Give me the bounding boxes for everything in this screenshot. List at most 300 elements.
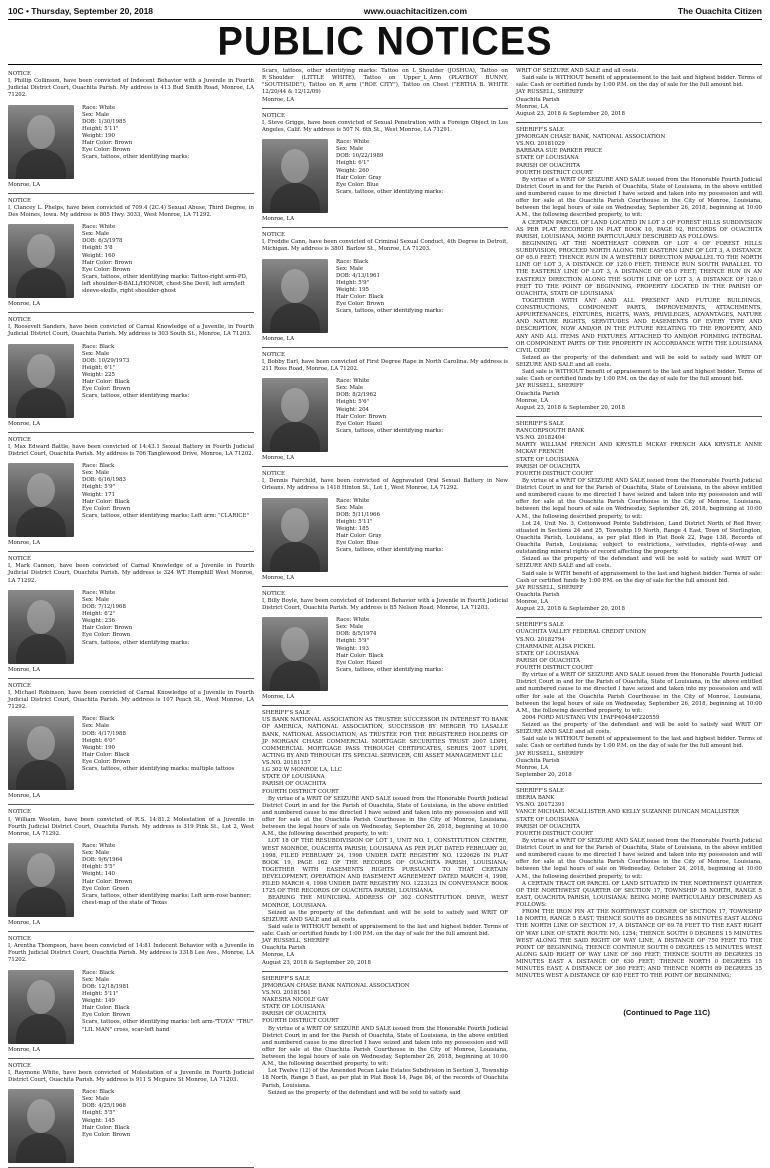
sale-line: Lot Twelve (12) of the Amended Pecan Lake Estates Subdivision in Section 3, Township 18 North, Range 5 East, as per plat in Plat Book 14, Page 84, of the records of Ouachita Parish, Louisiana. <box>262 1068 508 1089</box>
offender-detail-line: Sex: Male <box>336 146 364 153</box>
sale-heading: SHERIFF'S SALE <box>516 126 564 133</box>
sale-line: PARISH OF OUACHITA <box>516 823 581 830</box>
sale-line: Monroe, LA <box>516 599 549 605</box>
offender-photo <box>262 259 328 333</box>
offender-detail-line: Sex: Male <box>82 850 110 856</box>
sale-heading: SHERIFF'S SALE <box>262 975 310 982</box>
sale-divider <box>516 122 762 123</box>
offender-detail-line: Weight: 185 <box>336 526 369 532</box>
offender-detail-line: Height: 5'5" <box>82 864 116 871</box>
notice-divider <box>262 705 508 706</box>
offender-detail-line: DOB: 1/30/1985 <box>82 118 126 125</box>
offender-detail-line: DOB: 12/18/1981 <box>82 983 130 990</box>
column-1 <box>8 68 254 1138</box>
sale-line: JAY RUSSELL, SHERIFF <box>262 938 330 945</box>
notice-text: I, William Wooten, have been convicted of R.S. 14:81.2 Molestation of a Juvenile in Fourth Judicial District Court, Ouachita Parish. My address is 319 Pink St., Lot 2, West Monroe, LA 71292. <box>8 816 254 837</box>
sale-divider <box>262 971 508 972</box>
sex-offender-notice <box>8 683 254 806</box>
offender-detail-line: Height: 6'1" <box>336 160 370 167</box>
offender-detail-line: Scars, tattoos, other identifying marks: Left arm-rose banner; chest-map of the state of Texas <box>82 892 252 906</box>
sale-line: JPMORGAN CHASE BANK, NATIONAL ASSOCIATION <box>516 134 666 140</box>
sale-line: STATE OF LOUISIANA <box>516 155 579 162</box>
notice-divider <box>8 551 254 552</box>
sale-line: JAY RUSSELL, SHERIFF <box>516 584 584 591</box>
offender-detail-line: Sex: Male <box>82 1096 110 1103</box>
column-2 <box>262 68 508 1096</box>
notice-heading: NOTICE <box>8 936 31 942</box>
sex-offender-notice <box>8 317 254 433</box>
sale-line: September 20, 2018 <box>516 771 572 778</box>
offender-record <box>8 344 254 418</box>
notice-city: Monroe, LA <box>8 666 41 673</box>
offender-detail-line: Sex: Male <box>82 470 110 477</box>
notice-heading: NOTICE <box>262 112 285 119</box>
offender-detail-line: Scars, tattoos, other identifying marks: <box>82 639 190 646</box>
sale-line: FOURTH DISTRICT COURT <box>262 1018 339 1025</box>
sale-line: By virtue of a WRIT OF SEIZURE AND SALE issued from the Honorable Fourth Judicial District Court in and for the Parish of Ouachita, State of Louisiana, in the above entitled and numbered cause to me directed I have seized and taken into my possession and will offer for sale at the Ouachita Parish Courthouse in the City of Monroe, Louisiana, between the legal hours of sale on Wednesday, September 26, 2018, beginning at 10:00 A.M., the following described property, to wit: <box>262 1025 508 1068</box>
notice-text: I, Dennis Fairchild, have been convicted of Aggravated Oral Sexual Battery in New Orleans. My address is 1418 Hinton St., Lot 1, West Monroe, LA 71292. <box>262 478 508 492</box>
offender-record <box>262 139 508 213</box>
notice-heading: NOTICE <box>8 436 31 443</box>
offender-record <box>262 498 508 572</box>
offender-photo <box>8 105 74 179</box>
sex-offender-notice <box>8 1063 254 1168</box>
sale-line: Said sale is WITH benefit of appraisement to the last and highest bidder. Terms of sale: Cash or certified funds by 1:00 P.M. on the day of sale for the full amount bid. <box>516 570 762 584</box>
offender-detail-line: Scars, tattoos, other identifying marks: multiple tattoos <box>82 766 235 773</box>
offender-detail-line: DOB: 10/22/1989 <box>336 153 384 160</box>
notice-heading: NOTICE <box>8 71 31 77</box>
sale-line: Said sale is WITHOUT benefit of appraisement to the last and highest bidder. Terms of sale: Cash or certified funds by 1:00 P.M. on the day of sale for the full amount bid. <box>516 75 762 89</box>
offender-record <box>8 463 254 537</box>
offender-detail-line: Race: White <box>336 378 370 384</box>
sale-line: By virtue of a WRIT OF SEIZURE AND SALE issued from the Honorable Fourth Judicial District Court in and for the Parish of Ouachita, State of Louisiana, in the above entitled and numbered cause to me directed I have seized and taken into my possession and will offer for sale at the Ouachita Parish Courthouse in the City of Monroe, Louisiana, between the legal hours of sale on Wednesday, September 26, 2018, beginning at 10:00 A.M., the following described property, to wit: <box>516 672 762 714</box>
offender-detail-line: Hair Color: Black <box>336 294 384 301</box>
offender-detail-line: Sex: Male <box>82 350 110 357</box>
offender-detail-line: DOB: 4/17/1988 <box>82 730 126 737</box>
offender-photo <box>8 463 74 537</box>
notice-heading: NOTICE <box>8 556 31 563</box>
offender-detail-line: Scars, tattoos, other identifying marks: <box>336 666 444 673</box>
notice-divider <box>8 312 254 313</box>
sale-line: A CERTAIN TRACT OR PARCEL OF LAND SITUATED IN THE NORTHWEST QUARTER OF THE NORTHWEST QUARTER OF SECTION 17, TOWNSHIP 18 NORTH, RANGE 5 EAST, OUACHITA PARISH, LOUISIANA; BEING MORE PARTICULARLY DESCRIBED AS FOLLOWS: <box>516 880 762 908</box>
sale-line: Said sale is WITHOUT benefit of appraisement to the last and highest bidder. Terms of sale: Cash or certified funds by 1:00 P.M. on the day of sale for the full amount bid. <box>516 369 762 383</box>
sale-line: MARTY WILLIAM FRENCH AND KRYSTLE MCKAY FRENCH AKA KRYSTLE ANNE MCKAY FRENCH <box>516 442 762 456</box>
offender-detail-line: Scars, tattoos, other identifying marks: left arm-"TOYA" "TRU" "LIL MAN" cross, scar-left hand <box>82 1019 254 1033</box>
offender-detail-line: Race: White <box>82 104 116 111</box>
sale-line: OUACHITA VALLEY FEDERAL CREDIT UNION <box>516 629 646 636</box>
offender-details <box>336 498 508 572</box>
notice-heading: NOTICE <box>262 232 285 239</box>
offender-detail-line: Race: White <box>336 497 370 504</box>
sale-line: VS.NO. 20182404 <box>516 435 565 442</box>
offender-detail-line: Height: 5'9" <box>336 279 370 286</box>
sex-offender-notice <box>8 936 254 1059</box>
sale-heading: SHERIFF'S SALE <box>516 622 564 629</box>
notice-city: Monroe, LA <box>8 420 41 427</box>
offender-detail-line: Hair Color: Black <box>82 379 130 386</box>
sale-line: By virtue of a WRIT OF SEIZURE AND SALE issued from the Honorable Fourth Judicial District Court in and for the Parish of Ouachita, State of Louisiana, in the above entitled and numbered cause to me directed I have seized and taken into my possession and will offer for sale at the Ouachita Parish Courthouse in the City of Monroe, Louisiana, between the legal hours of sale on Wednesday, September 26, 2018, beginning at 10:00 A.M., the following described property, to wit: <box>262 795 508 838</box>
page-title: PUBLIC NOTICES <box>217 19 553 64</box>
notice-divider <box>262 108 508 109</box>
notice-city: Monroe, LA <box>262 455 295 461</box>
sale-line: Seized as the property of the defendant and will be sold to satisfy said <box>268 1089 461 1096</box>
notice-text: I, Billy Boyle, have been convicted of Indecent Behavior with a Juvenile in Fourth Judicial District Court, Ouachita Parish. My address is 85 Nelson Road, Monroe, LA 71203. <box>262 597 508 611</box>
sale-line: VS.NO. 20181561 <box>262 989 311 996</box>
sale-line: VS.NO. 20182794 <box>516 636 565 643</box>
offender-detail-line: Scars, tattoos, other identifying marks: <box>336 427 444 434</box>
notice-text: I, Raymone White, have been convicted of Molestation of a Juvenile in Fourth Judicial District Court, Ouachita Parish. My address is 911 S Mcguire St Monroe, LA 71203. <box>8 1069 254 1083</box>
sale-divider <box>516 416 762 417</box>
sale-line: VS.NO. 20172391 <box>516 802 565 809</box>
offender-detail-line: DOB: 4/13/1961 <box>336 272 380 279</box>
notice-city: Monroe, LA <box>8 919 41 926</box>
offender-photo <box>8 224 74 298</box>
notice-city: Monroe, LA <box>262 335 295 342</box>
sale-line: STATE OF LOUISIANA <box>262 1004 325 1011</box>
offender-record <box>8 590 254 664</box>
sale-line: BEGINNING AT THE NORTHEAST CORNER OF LOT 4 OF FOREST HILLS SUBDIVISION, PROCEED NORTH ALONG THE EASTERN LINE OF LOT 3, A DISTANCE OF 65.0 FEET; THENCE RUN IN A WESTERLY DIRECTION PARALLEL TO THE NORTH LINE OF LOT 3, A DISTANCE OF 120.0 FEET; THENCE RUN SOUTH PARALLEL TO THE EASTERLY LINE OF LOT 3, A DISTANCE OF 65.0 FEET; THENCE RUN IN AN EASTERLY DIRECTION ALONG THE SOUTH LINE OF LOT 3, A DISTANCE OF 120.0 FEET TO THE POINT OF BEGINNING, PROPERTY LOCATED IN THE PARISH OF OUACHITA, STATE OF LOUISIANA <box>516 240 762 297</box>
sale-line: JAY RUSSELL, SHERIFF <box>516 89 584 96</box>
notice-text: I, Mark Cannon, have been convicted of Carnal Knowledge of a Juvenile in Fourth Judicial District Court, Ouachita Parish. My address is 324 WT Hemphill West Monroe, LA 71292. <box>8 563 254 584</box>
offender-detail-line: Scars, tattoos, other identifying marks: <box>82 393 190 400</box>
notice-city: Monroe, LA <box>8 1046 41 1053</box>
offender-detail-line: Scars, tattoos, other identifying marks: <box>336 188 444 195</box>
offender-detail-line: Hair Color: Black <box>82 1005 130 1012</box>
notice-city: Monroe, LA <box>8 793 41 800</box>
sale-line: STATE OF LOUISIANA <box>516 816 579 823</box>
offender-detail-line: DOB: 8/5/1974 <box>336 631 377 638</box>
offender-detail-line: Eye Color: Hazel <box>336 659 382 666</box>
sale-line: Ouachita Parish <box>516 757 560 764</box>
notice-heading: NOTICE <box>8 682 31 689</box>
notice-text: I, Arentha Thompson, have been convicted of 14:81 Indecent Behavior with a Juvenile in Fourth Judicial District Court, Ouachita Parish. My address is 3318 Lee Ave., Monroe, LA 71202. <box>8 943 254 964</box>
offender-detail-line: Weight: 171 <box>82 491 115 498</box>
offender-detail-line: Race: Black <box>82 343 115 350</box>
sale-line: Lot 24, Unit No. 3, Cottonwood Pointe Subdivision, Land District North of Red River, situated in Sections 24 and 25, Township 19 North, Range 4 East, Town of Sterlington, Ouachita Parish, Louisiana, as per plat filed in Plat Book 22, Page 138, Records of Ouachita Parish, Louisiana; subject to restrictions, servitudes, rights-of-way and outstanding mineral rights of record affecting the property. <box>516 520 762 556</box>
offender-detail-line: Sex: Male <box>336 385 364 392</box>
sale-line: BEARING THE MUNICIPAL ADDRESS OF 302 CONSTITUTION DRIVE, WEST MONROE, LOUISIANA. <box>262 895 508 909</box>
offender-detail-line: Sex: Male <box>82 976 110 983</box>
offender-detail-line: Scars, tattoos, other identifying marks: <box>336 547 444 554</box>
offender-detail-line: Sex: Male <box>82 231 110 238</box>
offender-detail-line: Sex: Male <box>336 265 364 272</box>
offender-details <box>82 463 254 537</box>
sale-line: FOURTH DISTRICT COURT <box>516 169 593 176</box>
offender-detail-line: Height: 5'5" <box>82 1110 116 1117</box>
offender-detail-line: Eye Color: Brown <box>82 1012 131 1019</box>
offender-record <box>8 843 254 917</box>
sex-offender-notice <box>262 591 508 707</box>
sex-offender-notice <box>262 68 508 109</box>
sex-offender-notice <box>8 71 254 194</box>
sale-line: Monroe, LA <box>516 103 549 110</box>
sale-line: LG 302 W MONROE LA, LLC <box>262 767 342 774</box>
offender-detail-line: Weight: 149 <box>82 998 115 1004</box>
notice-divider <box>262 586 508 587</box>
notice-divider <box>8 1058 254 1059</box>
offender-details <box>82 843 254 917</box>
offender-detail-line: Hair Color: Gray <box>336 174 382 181</box>
offender-detail-line: Eye Color: Brown <box>82 1131 131 1138</box>
sex-offender-notice <box>8 198 254 314</box>
offender-detail-line: Race: Black <box>82 463 115 469</box>
offender-detail-line: Hair Color: Brown <box>82 878 133 885</box>
notice-text: I, Michael Robinson, have been convicted of Carnal Knowledge of a Juvenile in Fourth Judicial District Court, Ouachita Parish. My address is 107 Peach St., West Monroe, LA 71292. <box>8 689 254 711</box>
notice-city: Monroe, LA <box>262 694 295 700</box>
masthead-paper-name: The Ouachita Citizen <box>677 6 762 16</box>
sale-line: Ouachita Parish <box>262 945 306 952</box>
masthead-date: 10C • Thursday, September 20, 2018 <box>8 6 154 16</box>
offender-details <box>336 378 508 452</box>
offender-detail-line: Height: 5'11" <box>336 518 373 525</box>
offender-record <box>8 1089 254 1163</box>
sale-line: FOURTH DISTRICT COURT <box>516 665 593 671</box>
offender-details <box>336 617 508 691</box>
offender-detail-line: Eye Color: Blue <box>336 540 379 547</box>
offender-details <box>336 139 508 213</box>
offender-detail-line: Race: White <box>336 617 370 623</box>
sale-line: BARBARA SUE PARKER PRICE <box>516 148 603 155</box>
sale-line: Ouachita Parish <box>516 96 560 103</box>
sale-line: FOURTH DISTRICT COURT <box>516 470 593 477</box>
sale-line: JAY RUSSELL, SHERIFF <box>516 750 584 757</box>
offender-detail-line: Weight: 160 <box>82 252 115 259</box>
masthead-website[interactable]: www.ouachitacitizen.com <box>363 6 468 16</box>
offender-details <box>82 105 254 179</box>
sheriff-sale-block <box>516 68 762 980</box>
offender-detail-line: Height: 5'11" <box>82 990 119 997</box>
offender-record <box>262 259 508 333</box>
offender-detail-line: Height: 5'9" <box>82 484 116 491</box>
offender-detail-line: Eye Color: Brown <box>82 266 131 273</box>
notice-city: Monroe, LA <box>8 301 41 307</box>
offender-photo <box>262 378 328 452</box>
offender-photo <box>8 590 74 664</box>
sale-heading: SHERIFF'S SALE <box>516 788 564 794</box>
masthead <box>8 4 762 18</box>
sale-line: PARISH OF OUACHITA <box>262 1011 327 1018</box>
offender-detail-line: Sex: Male <box>336 624 364 631</box>
notice-heading: NOTICE <box>262 351 285 358</box>
offender-detail-line: DOB: 10/29/1973 <box>82 357 130 364</box>
sex-offender-notice <box>262 352 508 468</box>
sale-line: JPMORGAN CHASE BANK NATIONAL ASSOCIATION <box>262 982 410 989</box>
sale-line: STATE OF LOUISIANA <box>262 774 325 781</box>
sale-line: STATE OF LOUISIANA <box>516 650 579 657</box>
offender-detail-line: Eye Color: Brown <box>336 301 385 308</box>
offender-detail-line: Weight: 145 <box>82 1117 115 1124</box>
sale-line: VANCE MICHAEL MCALLISTER AND KELLY SUZANNE DUNCAN MCALLISTER <box>516 809 740 816</box>
notice-divider <box>8 432 254 433</box>
notice-city: Monroe, LA <box>262 96 295 103</box>
sale-divider <box>516 783 762 784</box>
sale-line: STATE OF LOUISIANA <box>516 456 579 463</box>
offender-detail-line: Hair Color: Brown <box>336 413 387 420</box>
offender-record <box>8 224 254 298</box>
offender-detail-line: DOB: 8/2/1962 <box>336 392 377 399</box>
offender-detail-line: Hair Color: Brown <box>82 140 133 147</box>
sale-line: FOURTH DISTRICT COURT <box>262 788 339 795</box>
sale-line: US BANK NATIONAL ASSOCIATION AS TRUSTEE SUCCESSOR IN INTEREST TO BANK OF AMERICA, NATIONAL ASSOCIATION, SUCCESSOR BY MERGER TO LASALLE BANK, NATIONAL ASSOCIATION, AS TRUSTEE FOR THE REGISTERED HOLDERS OF JP MORGAN CHASE COMMERCIAL MORTGAGE SECURITIES TRUST 2007 LDPH, COMMERCIAL MORTGAGE PASS THROUGH CERTIFICATES, SERIES 2007 LDPH, ACTING BY AND THROUGH ITS SPECIAL SERVICER, CBI ASSET MANAGEMENT LLC <box>262 717 508 759</box>
offender-detail-line: Height: 6'0" <box>82 737 116 744</box>
sheriff-sale-block <box>262 710 508 1097</box>
notice-divider <box>262 227 508 228</box>
notice-heading: NOTICE <box>262 590 285 597</box>
sale-line: Monroe, LA <box>516 397 549 404</box>
offender-details <box>336 259 508 333</box>
sale-line: Monroe, LA <box>262 952 295 959</box>
sale-line: By virtue of a WRIT OF SEIZURE AND SALE issued from the Honorable Fourth Judicial District Court in and for the Parish of Ouachita, State of Louisiana, in the above entitled and numbered cause to me directed I have seized and taken into my possession and will offer for sale at the Ouachita Parish Courthouse in the City of Monroe, Louisiana, between the legal hours of sale on Wednesday, October 24, 2018, beginning at 10:00 A.M., the following described property, to wit: <box>516 837 762 880</box>
offender-photo <box>8 344 74 418</box>
offender-detail-line: Eye Color: Hazel <box>336 420 382 427</box>
title-rule <box>8 64 762 65</box>
offender-detail-line: Hair Color: Black <box>82 1124 130 1131</box>
sex-offender-notice <box>262 113 508 229</box>
continued-note: (Continued to Page 11C) <box>623 1008 710 1017</box>
sale-line: Seized as the property of the defendant and will be sold to satisfy said WRIT OF SEIZURE AND SALE and all costs. <box>516 722 762 736</box>
offender-detail-line: Height: 5'8 <box>82 245 113 252</box>
sale-line: August 23, 2018 & September 20, 2018 <box>516 110 625 117</box>
offender-record <box>8 716 254 790</box>
sex-offender-notice <box>262 232 508 348</box>
offender-detail-line: Eye Color: Blue <box>336 181 379 188</box>
sale-line: WRIT OF SEIZURE AND SALE and all costs. <box>516 68 639 74</box>
offender-photo <box>8 716 74 790</box>
offender-photo <box>8 1089 74 1163</box>
offender-detail-line: Weight: 190 <box>82 744 115 751</box>
offender-detail-line: Hair Color: Gray <box>336 533 382 540</box>
sale-line: PARISH OF OUACHITA <box>262 781 327 788</box>
offender-detail-line: Hair Color: Black <box>336 652 384 659</box>
sale-line: FROM THE IRON PIN AT THE NORTHWEST CORNER OF SECTION 17, TOWNSHIP 18 NORTH, RANGE 5 EAST, THENCE SOUTH 89 DEGREES 58 MINUTES EAST ALONG THE NORTH LINE OF SECTION 17, A DISTANCE OF 69.78 FEET TO THE EAST RIGHT OF WAY LINE OF STATE ROUTE NO. 1254; THENCE SOUTH 0 DEGREES 15 MINUTES WEST ALONG THE SAID RIGHT OF WAY LINE, A DISTANCE OF 750 FEET TO THE POINT OF BEGINNING; THENCE CONTINUE SOUTH 0 DEGREES 15 MINUTES WEST ALONG SAID RIGHT OF WAY LINE OF 360 FEET; THENCE SOUTH 89 DEGREES 35 MINUTES EAST A DISTANCE OF 630 FEET; THENCE NORTH 0 DEGREES 15 MINUTES EAST, A DISTANCE OF 360 FEET; AND THENCE NORTH 89 DEGREES 35 MINUTES WEST A DISTANCE OF 630 FEET TO THE POINT OF BEGINNING; <box>516 909 762 980</box>
notice-divider <box>262 347 508 348</box>
offender-detail-line: Height: 5'6" <box>336 399 370 406</box>
offender-detail-line: Eye Color: Brown <box>82 386 131 393</box>
notice-text: I, Roosevelt Sanders, have been convicted of Carnal Knowledge of a Juvenile, in Fourth Judicial District Court, Ouachita Parish. My address is 303 South St., Monroe, LA 71203. <box>8 324 254 338</box>
offender-detail-line: Eye Color: Brown <box>82 759 131 765</box>
offender-detail-line: Scars, tattoos, other identifying marks: Tattoo-right arm-PD, left shoulder-8-BALL/HONOR, chest-She Devil, left arm/left sleeve-skulls, right shoulder-ghost <box>82 273 248 295</box>
offender-detail-line: DOB: 9/6/1964 <box>82 857 123 864</box>
notice-city: Monroe, LA <box>8 181 41 188</box>
notice-divider <box>8 193 254 194</box>
sale-line: CHARMAINE ALISA PICKEL <box>516 643 596 650</box>
offender-record <box>8 970 254 1044</box>
notice-divider <box>262 466 508 467</box>
offender-detail-line: Hair Color: Black <box>82 498 130 505</box>
sale-line: Said sale is WITHOUT benefit of appraisement to the last and highest bidder. Terms of sale: Cash or certified funds by 1:00 P.M. on the day of sale for the full amount bid. <box>516 736 762 750</box>
sale-line: VS.NO. 20181157 <box>262 760 311 766</box>
offender-detail-line: Race: Black <box>82 1089 115 1095</box>
offender-detail-line: Sex: Male <box>82 111 110 118</box>
sale-line: JAY RUSSELL, SHERIFF <box>516 383 584 390</box>
offender-photo <box>262 617 328 691</box>
offender-detail-line: Sex: Male <box>336 504 364 511</box>
offender-details <box>82 970 254 1044</box>
sale-line: PARISH OF OUACHITA <box>516 463 581 470</box>
offender-detail-line: Height: 5'11" <box>82 125 119 132</box>
offender-detail-line: Hair Color: Black <box>82 751 130 758</box>
notice-heading: NOTICE <box>262 471 285 478</box>
sale-line: By virtue of a WRIT OF SEIZURE AND SALE issued from the Honorable Fourth Judicial District Court in and for the Parish of Ouachita, State of Louisiana, in the above entitled and numbered cause to me directed I have seized and taken into my possession and will offer for sale at the Ouachita Parish Courthouse in the City of Monroe, Louisiana, between the legal hours of sale on Wednesday, September 26, 2018, beginning at 10:00 A.M., the following described property, to wit: <box>516 176 762 219</box>
offender-detail-line: Weight: 225 <box>82 372 115 378</box>
sale-line: FOURTH DISTRICT COURT <box>516 830 593 837</box>
offender-detail-line: Height: 6'1" <box>82 364 116 371</box>
offender-detail-line: Scars, tattoos, other identifying marks: <box>82 154 190 161</box>
sale-line: IBERIA BANK <box>516 795 555 802</box>
offender-detail-line: Race: White <box>336 139 370 145</box>
offender-detail-line: Weight: 260 <box>336 167 369 174</box>
sale-heading: SHERIFF'S SALE <box>516 420 564 427</box>
notice-city: Monroe, LA <box>262 216 295 222</box>
notice-divider <box>8 931 254 932</box>
notice-city: Monroe, LA <box>8 540 41 546</box>
offender-detail-line: Hair Color: Brown <box>82 259 133 266</box>
offender-detail-line: DOB: 6/16/1983 <box>82 477 126 484</box>
notice-heading: NOTICE <box>8 317 31 324</box>
offender-detail-line: Height: 5'9" <box>336 638 370 645</box>
offender-detail-line: DOB: 7/12/1968 <box>82 603 126 610</box>
offender-detail-line: Scars, tattoos, other identifying marks: <box>336 308 444 315</box>
notice-divider <box>8 804 254 805</box>
sale-line: By virtue of a WRIT OF SEIZURE AND SALE issued from the Honorable Fourth Judicial District Court in and for the Parish of Ouachita, State of Louisiana, in the above entitled and numbered cause to me directed I have seized and taken into my possession and will offer for sale at the Ouachita Parish Courthouse in the City of Monroe, Louisiana, between the legal hours of sale on Wednesday, September 26, 2018, beginning at 10:00 A.M., the following described property, to wit: <box>516 477 762 520</box>
sale-line: Seized as the property of the defendant and will be sold to satisfy said WRIT OF SEIZURE AND SALE and all costs. <box>262 909 508 923</box>
offender-photo <box>262 139 328 213</box>
sex-offender-notice <box>8 556 254 679</box>
sale-line: August 23, 2018 & September 20, 2018 <box>516 606 625 613</box>
notice-heading: NOTICE <box>8 809 31 816</box>
offender-photo <box>8 970 74 1044</box>
notice-text: I, Freddie Cann, have been convicted of Criminal Sexual Conduct, 4th Degree in Detroit, Michigan. My address is 3801 Barlow St., Monroe, LA 71203. <box>262 239 508 253</box>
notice-text: I, Steve Griggs, have been convicted of Sexual Penetration with a Foreign Object in Los Angeles, Calif. My address is 507 N. 6th St., West Monroe, LA 71291. <box>262 119 508 133</box>
offender-detail-line: Height: 6'2" <box>82 611 116 617</box>
offender-details <box>82 224 254 298</box>
sale-divider <box>516 617 762 618</box>
offender-record <box>262 617 508 691</box>
offender-details <box>82 716 254 790</box>
offender-detail-line: Race: White <box>82 589 116 596</box>
offender-details <box>82 1089 254 1163</box>
sale-heading: SHERIFF'S SALE <box>262 710 310 717</box>
offender-detail-line: Sex: Male <box>82 723 110 730</box>
sale-line: Seized as the property of the defendant and will be sold to satisfy said WRIT OF SEIZURE AND SALE and all costs. <box>516 556 762 570</box>
notice-text: I, Bobby Earl, have been convicted of First Degree Rape in North Carolina. My address is 211 Ross Road, Monroe, LA 71202. <box>262 358 508 372</box>
sex-offender-notice <box>8 809 254 932</box>
sex-offender-notice <box>8 437 254 553</box>
notice-divider <box>8 678 254 679</box>
offender-detail-line: Eye Color: Brown <box>82 147 131 154</box>
offender-record <box>262 378 508 452</box>
notice-heading: NOTICE <box>8 1062 31 1069</box>
sale-line: PARISH OF OUACHITA <box>516 657 581 664</box>
notice-text: I, Phillip Collinson, have been convicted of Indecent Behavior with a Juvenile in Fourth Judicial District Court, Ouachita Parish. My address is 413 Bud Smith Road, Monroe, LA 71202. <box>8 78 254 99</box>
sale-line: LOT 18 OF THE RESUBDIVISION OF LOT 1, UNIT NO. 1, CONSTITUTION CENTRE, WEST MONROE, OUACHITA PARISH, LOUISIANA AS PER PLAT DATED FEBRUARY 20, 1998, FILED FEBRUARY 24, 1998 UNDER DATE REGISTRY NO. 1220626 IN PLAT BOOK 19, PAGE 162 OF THE RECORDS OF OUACHITA PARISH, LOUISIANA; TOGETHER WITH EASEMENTS RIGHTS PURSUANT TO THAT CERTAIN DEVELOPMENT, OPERATION AND EASEMENT AGREEMENT DATED MARCH 4, 1998, FILED MARCH 4, 1998 UNDER DATE REGISTRY NO. 1223123 IN CONVEYANCE BOOK 1725 OF THE RECORDS OF OUACHITA PARISH, LOUISIANA. <box>262 838 508 895</box>
sex-offender-notice <box>262 471 508 587</box>
notice-city: Monroe, LA <box>262 574 295 581</box>
offender-detail-line: Weight: 195 <box>336 287 369 293</box>
sale-line: Said sale is WITHOUT benefit of appraisement to the last and highest bidder. Terms of sale: Cash or certified funds by 1:00 P.M. on the day of sale for the full amount bid. <box>262 923 508 937</box>
offender-detail-line: Race: Black <box>82 969 115 976</box>
notice-text: I, Clancey L. Phelps, have been convicted of 709.4 (2C.4) Sexual Abuse, Third Degree, in Des Moines, Iowa. My address is 805 Hwy. 3033, West Monroe, LA 71292. <box>8 204 254 218</box>
offender-detail-line: Race: White <box>82 842 116 849</box>
offender-detail-line: Sex: Male <box>82 596 110 603</box>
offender-photo <box>8 843 74 917</box>
sale-line: August 23, 2018 & September 20, 2018 <box>262 959 371 966</box>
sale-line: NAKESHA NICOLE GAY <box>262 997 329 1003</box>
offender-detail-line: Weight: 193 <box>336 645 369 652</box>
offender-details <box>82 590 254 664</box>
offender-detail-line: Race: White <box>82 224 116 230</box>
sale-line: 2004 FORD MUSTANG VIN 1FAFP40484F220559 <box>522 714 660 721</box>
